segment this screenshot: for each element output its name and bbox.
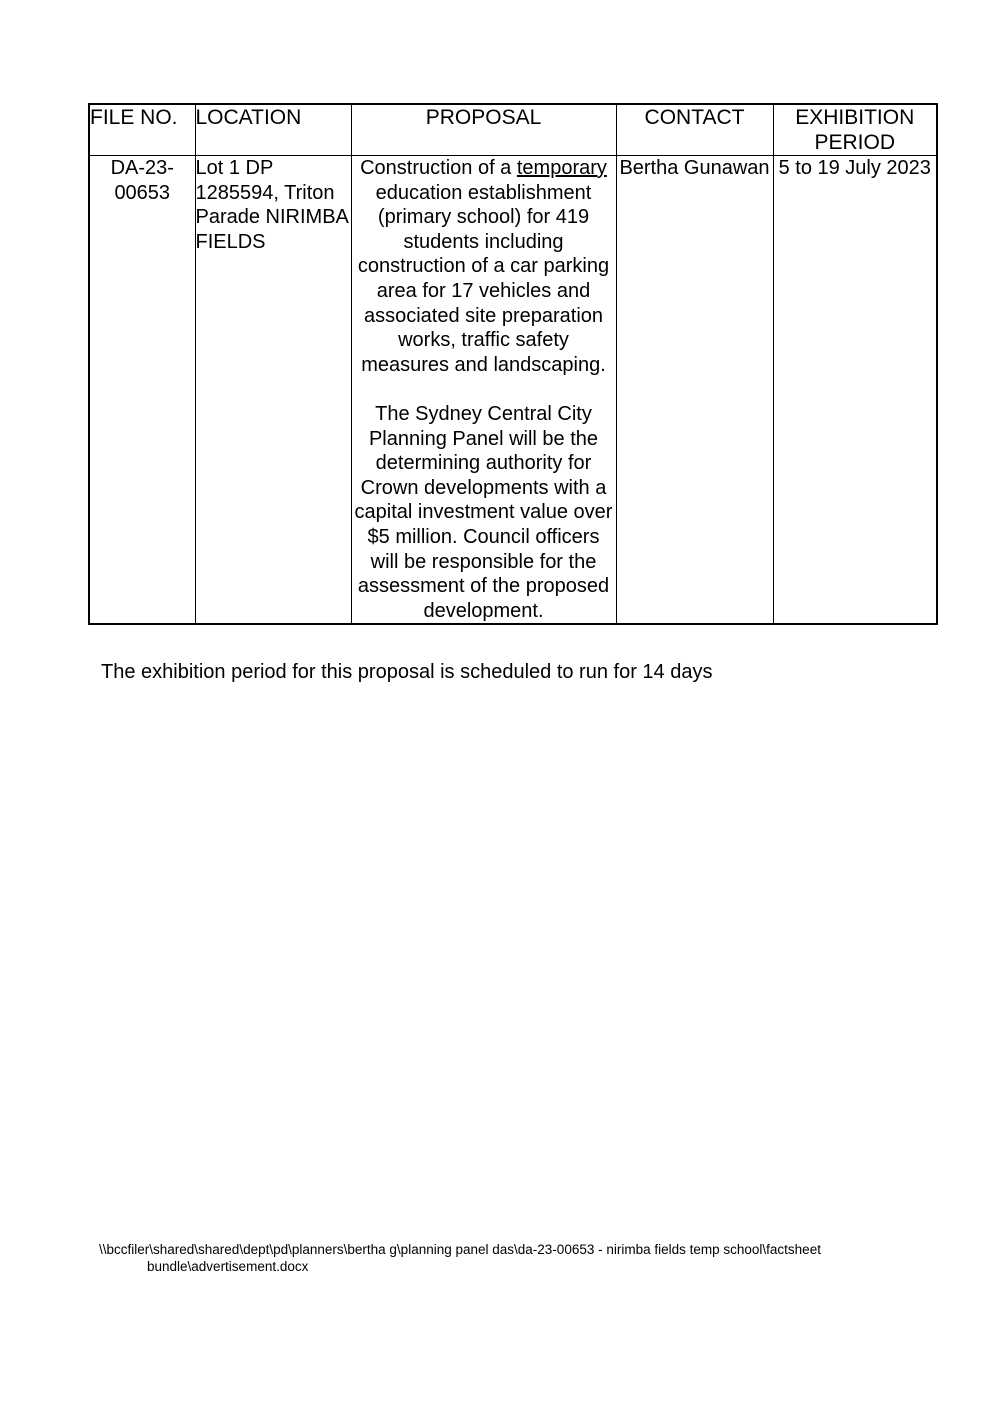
cell-contact: Bertha Gunawan <box>616 156 773 625</box>
column-header-exhibition-period <box>773 104 937 156</box>
document-footer-path <box>99 1241 899 1275</box>
table-row <box>89 156 937 625</box>
column-header-location: LOCATION <box>195 104 351 156</box>
column-header-exhibition-line2: PERIOD <box>814 131 895 154</box>
column-header-file-no: FILE NO. <box>89 104 195 156</box>
column-header-proposal: PROPOSAL <box>351 104 616 156</box>
proposal-text-before-underline: Construction of a <box>360 157 517 179</box>
development-application-table <box>88 103 938 625</box>
cell-location: Lot 1 DP 1285594, Triton Parade NIRIMBA FIELDS <box>195 156 351 625</box>
table-header-row <box>89 104 937 156</box>
cell-file-no: DA-23-00653 <box>89 156 195 625</box>
column-header-contact: CONTACT <box>616 104 773 156</box>
proposal-underlined-word: temporary <box>516 157 607 179</box>
proposal-paragraph-1 <box>352 156 616 377</box>
exhibition-note: The exhibition period for this proposal is scheduled to run for 14 days <box>101 661 713 683</box>
cell-proposal <box>351 156 616 625</box>
column-header-exhibition-line1: EXHIBITION <box>795 106 915 129</box>
footer-path-line-2: bundle\advertisement.docx <box>147 1259 309 1274</box>
proposal-paragraph-2: The Sydney Central City Planning Panel will be the determining authority for Crown developments with a capital investment value over $5 million. Council officers will be responsible for the assessment of the proposed development. <box>354 402 613 622</box>
cell-exhibition-period: 5 to 19 July 2023 <box>773 156 937 625</box>
proposal-text-after-underline: education establishment (primary school) for 419 students including construction of a car parking area for 17 vehicles and associated site preparation works, traffic safety measures and landscaping. <box>357 181 610 376</box>
footer-path-line-1: \\bccfiler\shared\shared\dept\pd\planners\bertha g\planning panel das\da-23-00653 - nirimba fields temp school\factsheet <box>99 1242 821 1257</box>
